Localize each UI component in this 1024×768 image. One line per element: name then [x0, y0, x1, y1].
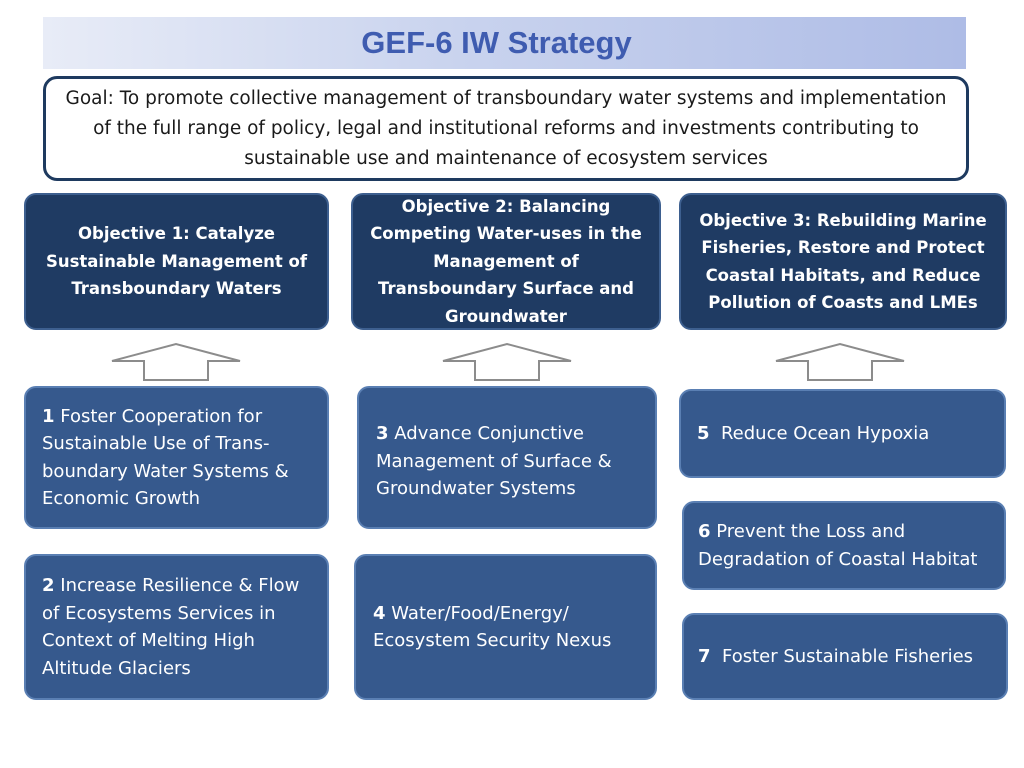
program-5-text: Reduce Ocean Hypoxia [720, 422, 930, 444]
program-1-box [24, 386, 329, 529]
program-3-number: 3 [376, 423, 389, 444]
program-5-number: 5 [697, 422, 710, 444]
program-6-number: 6 [698, 521, 711, 542]
program-1-number: 1 [42, 405, 55, 427]
program-7-text: Foster Sustainable Fisheries [721, 645, 974, 667]
page-title: GEF-6 IW Strategy [361, 25, 632, 60]
objective-2-label: Objective 2: Balancing Competing Water-uses in the Management of Transboundary Surface and Groundwater [370, 196, 642, 326]
objective-3-label: Objective 3: Rebuilding Marine Fisheries, Restore and Protect Coastal Habitats, and Reduce Pollution of Coasts and LMEs [699, 210, 987, 312]
program-7-box [682, 613, 1008, 700]
program-6-box [682, 501, 1006, 590]
program-2-text: Increase Resilience & Flow of Ecosystems Services in Context of Melting High Altitude Glaciers [42, 575, 300, 679]
objective-1-box [24, 193, 329, 330]
program-6-text: Prevent the Loss and Degradation of Coastal Habitat [698, 521, 978, 570]
program-2-number: 2 [42, 575, 55, 596]
objective-3-box [679, 193, 1007, 330]
title-bar [43, 17, 966, 69]
program-3-text: Advance Conjunctive Management of Surface & Groundwater Systems [376, 423, 612, 499]
up-arrow-icon [774, 342, 906, 382]
program-4-number: 4 [373, 602, 386, 624]
up-arrow-icon [110, 342, 242, 382]
program-4-text: Water/Food/Energy/ Ecosystem Security Nexus [373, 602, 612, 651]
goal-box [43, 76, 969, 181]
program-5-box [679, 389, 1006, 478]
program-1-text: Foster Cooperation for Sustainable Use of Trans-boundary Water Systems & Economic Growth [42, 405, 289, 509]
program-7-number: 7 [698, 645, 711, 667]
goal-text: Goal: To promote collective management of transboundary water systems and implementation of the full range of policy, legal and institutional reforms and investments contributing to sustainable use and maintenance of ecosystem services [65, 87, 947, 169]
program-4-box [354, 554, 657, 700]
program-3-box [357, 386, 657, 529]
up-arrow-icon [441, 342, 573, 382]
objective-2-box [351, 193, 661, 330]
program-2-box [24, 554, 329, 700]
objective-1-label: Objective 1: Catalyze Sustainable Management of Transboundary Waters [45, 224, 308, 299]
